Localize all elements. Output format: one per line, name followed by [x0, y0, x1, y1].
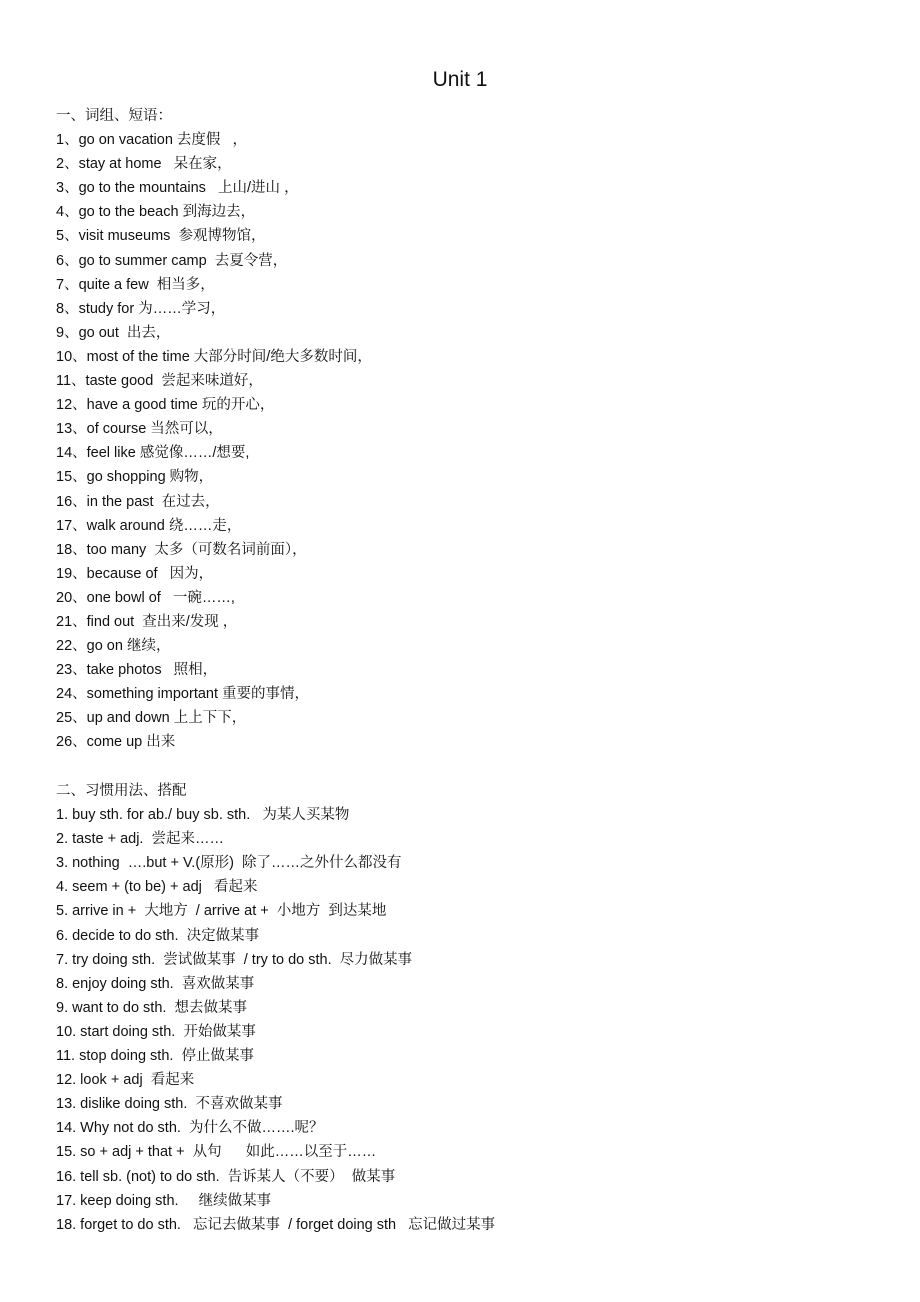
- list-item: 5、visit museums 参观博物馆，: [56, 228, 266, 245]
- list-item: 16. tell sb. (not) to do sth. 告诉某人（不要） 做某事: [56, 1168, 396, 1185]
- list-item: 15、go shopping 购物，: [56, 469, 214, 486]
- list-item: 8、study for 为……学习，: [56, 300, 226, 317]
- section-heading: 二、习惯用法、搭配: [56, 783, 187, 799]
- list-item: 2、stay at home 呆在家，: [56, 156, 232, 173]
- list-item: 12. look + adj 看起来: [56, 1072, 195, 1089]
- list-item: 8. enjoy doing sth. 喜欢做某事: [56, 975, 255, 992]
- section-heading: 一、词组、短语：: [56, 108, 172, 124]
- list-item: 1. buy sth. for ab./ buy sb. sth. 为某人买某物: [56, 807, 350, 824]
- list-item: 20、one bowl of 一碗……,: [56, 589, 235, 606]
- list-item: 22、go on 继续，: [56, 638, 171, 655]
- list-item: 13、of course 当然可以，: [56, 421, 223, 438]
- list-item: 21、find out 查出来/发现 ，: [56, 613, 238, 630]
- list-item: 15. so + adj + that + 从句 如此……以至于……: [56, 1144, 377, 1161]
- list-item: 18、too many 太多（可数名词前面），: [56, 541, 307, 558]
- list-item: 16、in the past 在过去，: [56, 493, 220, 510]
- list-item: 14、feel like 感觉像……/想要,: [56, 445, 250, 462]
- list-item: 23、take photos 照相，: [56, 662, 218, 679]
- list-item: 3. nothing ….but + V.(原形) 除了……之外什么都没有: [56, 855, 402, 872]
- list-item: 18. forget to do sth. 忘记去做某事 / forget doing sth 忘记做过某事: [56, 1216, 496, 1233]
- list-item: 25、up and down 上上下下，: [56, 710, 247, 727]
- list-item: 5. arrive in + 大地方 / arrive at + 小地方 到达某地: [56, 903, 387, 920]
- list-item: 12、have a good time 玩的开心，: [56, 397, 275, 414]
- list-item: 4、go to the beach 到海边去，: [56, 204, 256, 221]
- list-item: 10. start doing sth. 开始做某事: [56, 1023, 256, 1040]
- list-item: 9. want to do sth. 想去做某事: [56, 999, 247, 1016]
- list-item: 6、go to summer camp 去夏令营，: [56, 252, 288, 269]
- list-item: 2. taste + adj. 尝起来……: [56, 831, 225, 848]
- list-item: 17、walk around 绕……走，: [56, 517, 242, 534]
- list-item: 1、go on vacation 去度假 ，: [56, 132, 247, 149]
- list-item: 6. decide to do sth. 决定做某事: [56, 927, 260, 944]
- usage-section: [56, 779, 896, 1237]
- list-item: 3、go to the mountains 上山/进山 ，: [56, 180, 299, 197]
- phrases-section: [56, 104, 896, 755]
- list-item: 10、most of the time 大部分时间/绝大多数时间，: [56, 348, 372, 365]
- list-item: 11. stop doing sth. 停止做某事: [56, 1048, 254, 1065]
- page-title: Unit 1: [432, 68, 488, 91]
- list-item: 14. Why not do sth. 为什么不做…….呢？: [56, 1120, 324, 1137]
- list-item: 4. seem + (to be) + adj 看起来: [56, 879, 258, 896]
- list-item: 7. try doing sth. 尝试做某事 / try to do sth. 尽力做某事: [56, 951, 413, 968]
- list-item: 26、come up 出来: [56, 734, 176, 751]
- list-item: 19、because of 因为，: [56, 565, 214, 582]
- list-item: 17. keep doing sth. 继续做某事: [56, 1192, 272, 1209]
- list-item: 7、quite a few 相当多，: [56, 276, 215, 293]
- list-item: 11、taste good 尝起来味道好，: [56, 373, 263, 390]
- list-item: 9、go out 出去，: [56, 324, 171, 341]
- list-item: 24、something important 重要的事情，: [56, 686, 310, 703]
- list-item: 13. dislike doing sth. 不喜欢做某事: [56, 1096, 283, 1113]
